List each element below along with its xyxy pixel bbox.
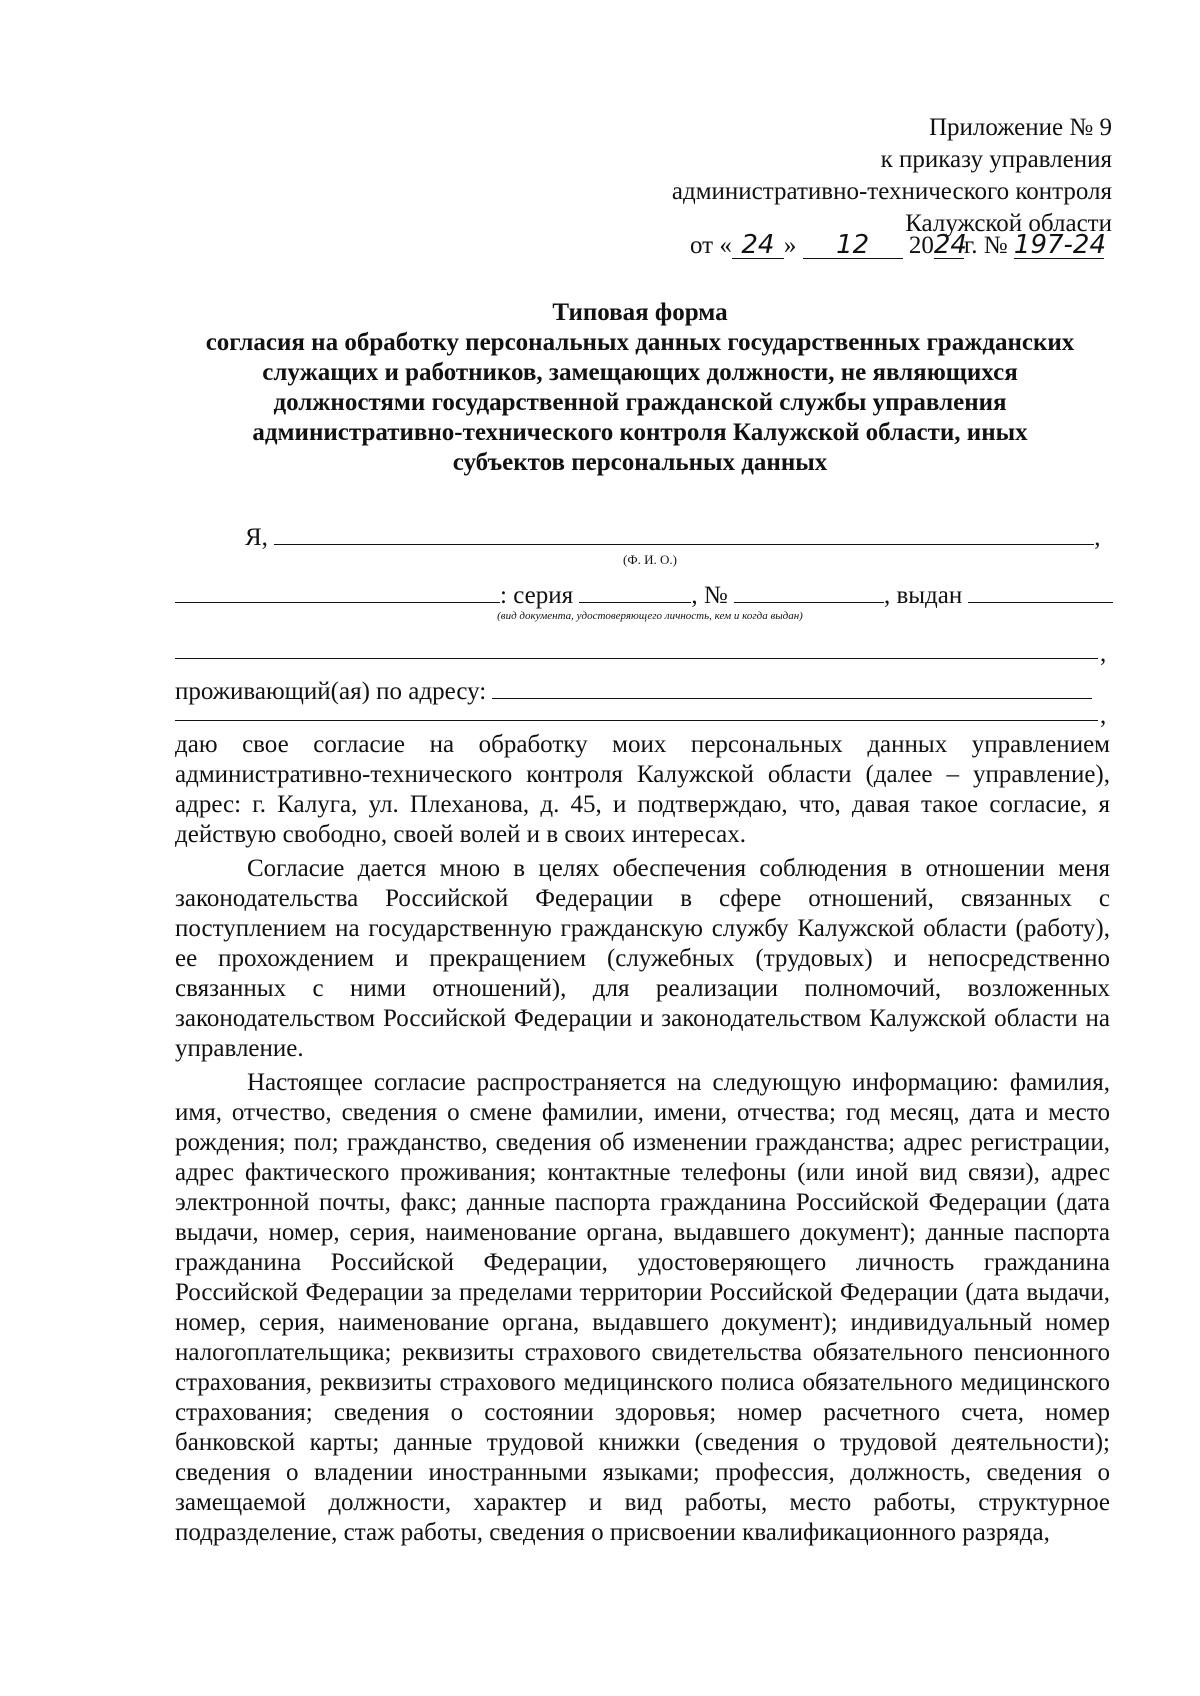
fio-label: Я, [245,524,268,551]
appendix-department: административно-технического контроля [671,178,1112,205]
consent-paragraph-1: даю свое согласие на обработку моих персональных данных управлением административно-технического контроля Калужской области (далее – управление), адрес: г. Калуга, ул. Плеханова, д. 45, и подтверждаю, что, давая такое согласие, я действую свободно, своей волей и в своих интересах. [175,731,1110,848]
consent-body [175,730,1110,1548]
document-page: Приложение № 9 к приказу управления административно-технического контроля Калужской области от « 24 » 12 2024г. № 197-24 Типовая форма согласия на обработку персональных данных государственных гражданских служащих и работников, замещающих должности, не являющихся должностями государственной гражданской службы управления административно-технического контроля Калужской области, иных субъектов персональных данных Я, , (Ф. И. О.) : серия , № , выдан (вид документа, удостоверяющего личность, кем и когда выдан) , проживающий(ая) по адресу: , даю свое согласие на обработку моих персональных данных управлением административно-технического контроля Калужской области (далее – управление), адрес: г. Калуга, ул. Плеханова, д. 45, и подтверждаю, что, давая такое согласие, я действую свободно, своей волей и в своих интересах. Согласие дается мною в целях обеспечения соблюдения в отношении меня законодательства Российской Федерации в сфере отношений, связанных с поступлением на государственную гражданскую службу Калужской области (работу), ее прохождением и прекращением (служебных (трудовых) и непосредственно связанных с ними отношений), для реализации полномочий, возложенных законодательством Российской Федерации и законодательством Калужской области на управление. Настоящее согласие распространяется на следующую информацию: фамилия, имя, отчество, сведения о смене фамилии, имени, отчества; год месяц, дата и место рождения; пол; гражданство, сведения об изменении гражданства; адрес регистрации, адрес фактического проживания; контактные телефоны (или иной вид связи), адрес электронной почты, факс; данные паспорта гражданина Российской Федерации (дата выдачи, номер, серия, наименование органа, выдавшего документ); данные паспорта гражданина Российской Федерации, удостоверяющего личность гражданина Российской Федерации за пределами территории Российской Федерации (дата выдачи, номер, серия, наименование органа, выдавшего документ); индивидуальный номер налогоплательщика; реквизиты страхового свидетельства обязательного пенсионного страхования, реквизиты страхового медицинского полиса обязательного медицинского страхования; сведения о состоянии здоровья; номер расчетного счета, номер банковской карты; данные трудовой книжки (сведения о трудовой деятельности); сведения о владении иностранными языками; профессия, должность, сведения о замещаемой должности, характер и вид работы, место работы, структурное подразделение, стаж работы, сведения о присвоении квалификационного разряда, [0,0,1200,1696]
appendix-number: Приложение № 9 [928,114,1112,141]
address-continuation-blank-line[interactable] [175,720,1098,721]
consent-paragraph-3: Настоящее согласие распространяется на следующую информацию: фамилия, имя, отчество, сведения о смене фамилии, имени, отчества; год месяц, дата и место рождения; пол; гражданство, сведения об изменении гражданства; адрес регистрации, адрес фактического проживания; контактные телефоны (или иной вид связи), адрес электронной почты, факс; данные паспорта гражданина Российской Федерации (дата выдачи, номер, серия, наименование органа, выдавшего документ); данные паспорта гражданина Российской Федерации, удостоверяющего личность гражданина Российской Федерации за пределами территории Российской Федерации (дата выдачи, номер, серия, наименование органа, выдавшего документ); индивидуальный номер налогоплательщика; реквизиты страхового свидетельства обязательного пенсионного страхования, реквизиты страхового медицинского полиса обязательного медицинского страхования; сведения о состоянии здоровья; номер расчетного счета, номер банковской карты; данные трудовой книжки (сведения о трудовой деятельности); сведения о владении иностранными языками; профессия, должность, сведения о замещаемой должности, характер и вид работы, место работы, структурное подразделение, стаж работы, сведения о присвоении квалификационного разряда, [175,1069,1110,1546]
order-month-handwritten: 12 [803,232,903,259]
order-day-handwritten: 24 [732,232,784,259]
order-number-handwritten: 197-24 [1013,230,1106,260]
appendix-header [600,112,1112,240]
address-row [175,674,1110,706]
series-blank[interactable] [579,578,691,603]
order-date-line: от « 24 » 12 2024г. № 197-24 [690,230,1106,260]
fio-blank-line[interactable] [274,520,1094,545]
consent-paragraph-2: Согласие дается мною в целях обеспечения соблюдения в отношении меня законодательства Российской Федерации в сфере отношений, связанных с поступлением на государственную гражданскую службу Калужской области (работу), ее прохождением и прекращением (служебных (трудовых) и непосредственно связанных с ними отношений), для реализации полномочий, возложенных законодательством Российской Федерации и законодательством Калужской области на управление. [175,855,1110,1062]
address-label: проживающий(ая) по адресу: [175,678,487,705]
address-blank[interactable] [492,674,1092,699]
document-type-blank[interactable] [175,578,500,603]
order-year-handwritten: 24 [933,230,967,260]
appendix-order-ref: к приказу управления [880,146,1112,173]
fio-row: Я, , [245,520,1115,552]
issued-blank[interactable] [968,578,1113,603]
document-title: Типовая форма согласия на обработку персональных данных государственных гражданских служащих и работников, замещающих должности, не являющихся должностями государственной гражданской службы управления административно-технического контроля Калужской области, иных субъектов персональных данных [205,299,1075,476]
document-issuer-blank-line[interactable] [175,658,1098,659]
appendix-region: Калужской области [905,210,1112,237]
fio-caption: (Ф. И. О.) [623,552,677,567]
document-row: : серия , № , выдан [175,578,1110,610]
document-caption: (вид документа, удостоверяющего личность, кем и когда выдан) [497,610,803,622]
number-blank[interactable] [734,578,884,603]
